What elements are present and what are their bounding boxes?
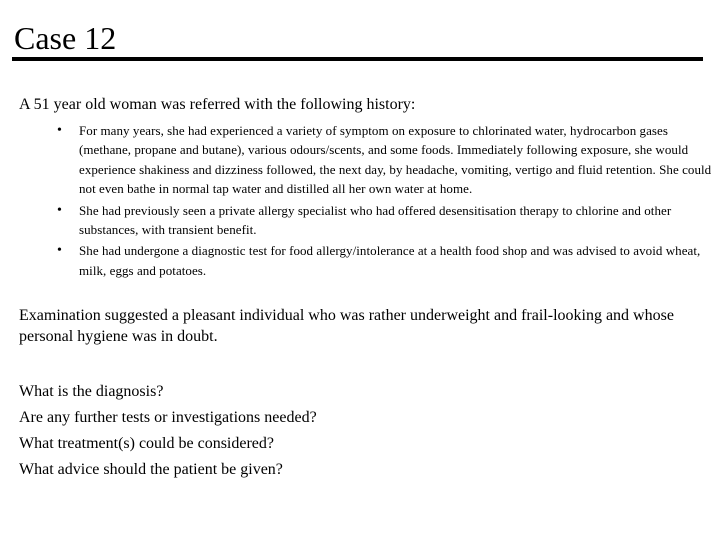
history-item-exposure [55, 121, 715, 199]
question-list [19, 379, 317, 483]
intro-text: A 51 year old woman was referred with the following history: [19, 96, 416, 113]
history-item-text: For many years, she had experienced a variety of symptom on exposure to chlorinated water, hydrocarbon gases (methane, propane and butane), various odours/scents, and some foods. Immediately following exposure, she would experience shakiness and dizziness followed, the next day, by headache, vomiting, vertigo and fluid retention. She could not even bathe in normal tap water and distilled all her own water at home. [79, 123, 712, 197]
title-divider [12, 57, 703, 61]
bullet-icon: • [57, 202, 62, 218]
history-item-food-test [55, 241, 715, 280]
history-item-text: She had undergone a diagnostic test for food allergy/intolerance at a health food shop and was advised to avoid wheat, milk, eggs and potatoes. [79, 243, 701, 278]
question-advice: What advice should the patient be given? [19, 461, 283, 478]
history-item-specialist [55, 201, 715, 240]
examination-text: Examination suggested a pleasant individual who was rather underweight and frail-looking and whose personal hygiene was in doubt. [19, 307, 674, 345]
history-item-text: She had previously seen a private allergy specialist who had offered desensitisation therapy to chlorine and other substances, with transient benefit. [79, 202, 672, 238]
question-treatment: What treatment(s) could be considered? [19, 435, 274, 452]
history-list [55, 121, 715, 282]
bullet-icon: • [57, 123, 62, 138]
question-tests: Are any further tests or investigations needed? [19, 409, 317, 426]
slide-title: Case 12 [14, 20, 117, 56]
question-diagnosis: What is the diagnosis? [19, 383, 164, 400]
bullet-icon: • [57, 243, 62, 259]
